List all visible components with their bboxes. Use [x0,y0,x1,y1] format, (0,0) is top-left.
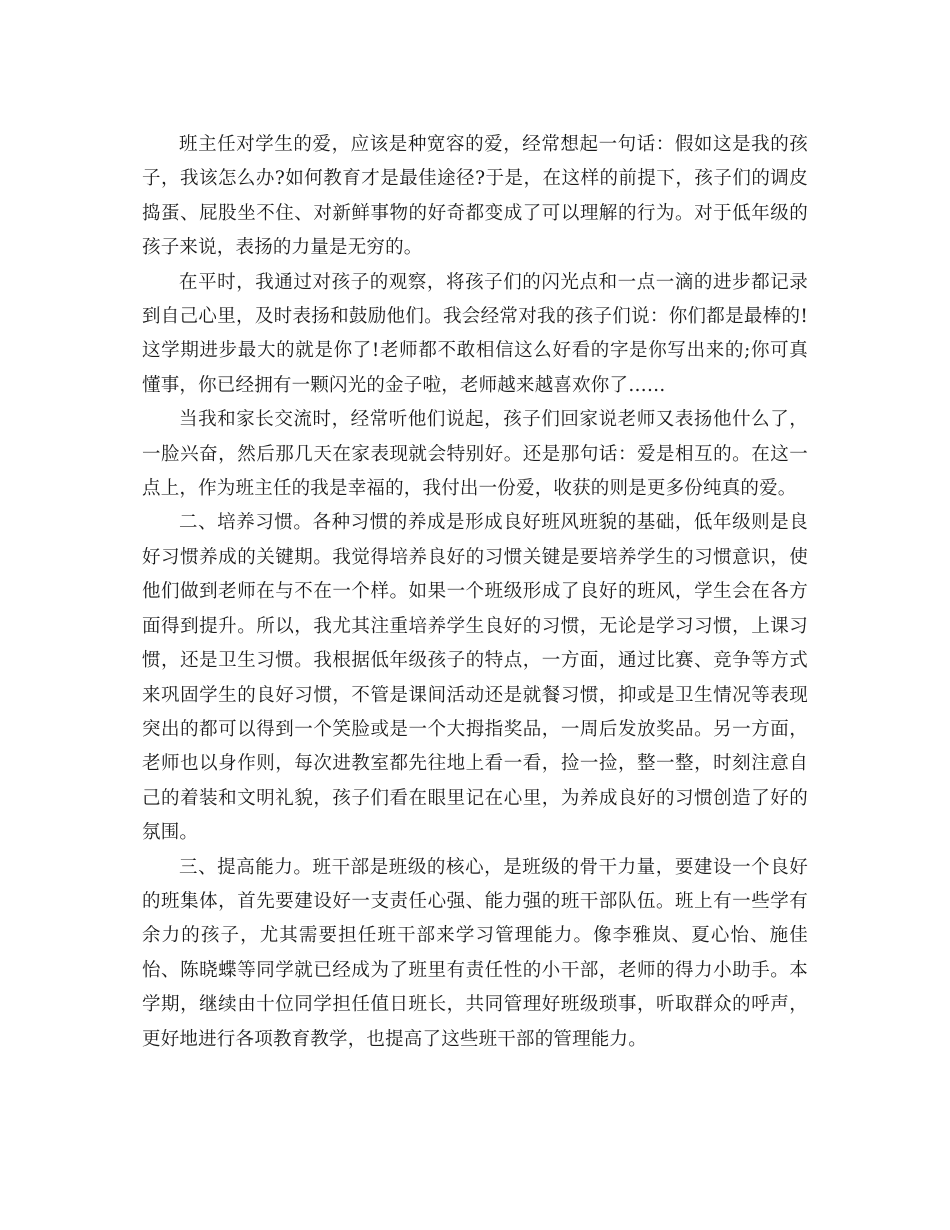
paragraph-abilities: 三、提高能力。班干部是班级的核心，是班级的骨干力量，要建设一个良好的班集体，首先要建设好一支责任心强、能力强的班干部队伍。班上有一些学有余力的孩子，尤其需要担任班干部来学习管理能力。像李雅岚、夏心怡、施佳怡、陈晓蝶等同学就已经成为了班里有责任性的小干部，老师的得力小助手。本学期，继续由十位同学担任值日班长，共同管理好班级琐事，听取群众的呼声，更好地进行各项教育教学，也提高了这些班干部的管理能力。 [142,856,808,1050]
document-body [142,128,808,1057]
paragraph-parents: 当我和家长交流时，经常听他们说起，孩子们回家说老师又表扬他什么了，一脸兴奋，然后那几天在家表现就会特别好。还是那句话：爱是相互的。在这一点上，作为班主任的我是幸福的，我付出一份爱，收获的则是更多份纯真的爱。 [142,409,808,500]
paragraph-habits: 二、培养习惯。各种习惯的养成是形成良好班风班貌的基础，低年级则是良好习惯养成的关键期。我觉得培养良好的习惯关键是要培养学生的习惯意识，使他们做到老师在与不在一个样。如果一个班级形成了良好的班风，学生会在各方面得到提升。所以，我尤其注重培养学生良好的习惯，无论是学习习惯，上课习惯，还是卫生习惯。我根据低年级孩子的特点，一方面，通过比赛、竞争等方式来巩固学生的良好习惯，不管是课间活动还是就餐习惯，抑或是卫生情况等表现突出的都可以得到一个笑脸或是一个大拇指奖品，一周后发放奖品。另一方面，老师也以身作则，每次进教室都先往地上看一看，捡一捡，整一整，时刻注意自己的着装和文明礼貌，孩子们看在眼里记在心里，为养成良好的习惯创造了好的氛围。 [142,512,808,844]
paragraph-praise: 在平时，我通过对孩子的观察，将孩子们的闪光点和一点一滴的进步都记录到自己心里，及时表扬和鼓励他们。我会经常对我的孩子们说：你们都是最棒的!这学期进步最大的就是你了!老师都不敢相信这么好看的字是你写出来的;你可真懂事，你已经拥有一颗闪光的金子啦，老师越来越喜欢你了…… [142,271,808,396]
paragraph-teacher-love: 班主任对学生的爱，应该是种宽容的爱，经常想起一句话：假如这是我的孩子，我该怎么办?如何教育才是最佳途径?于是，在这样的前提下，孩子们的调皮捣蛋、屁股坐不住、对新鲜事物的好奇都变成了可以理解的行为。对于低年级的孩子来说，表扬的力量是无穷的。 [142,134,808,259]
